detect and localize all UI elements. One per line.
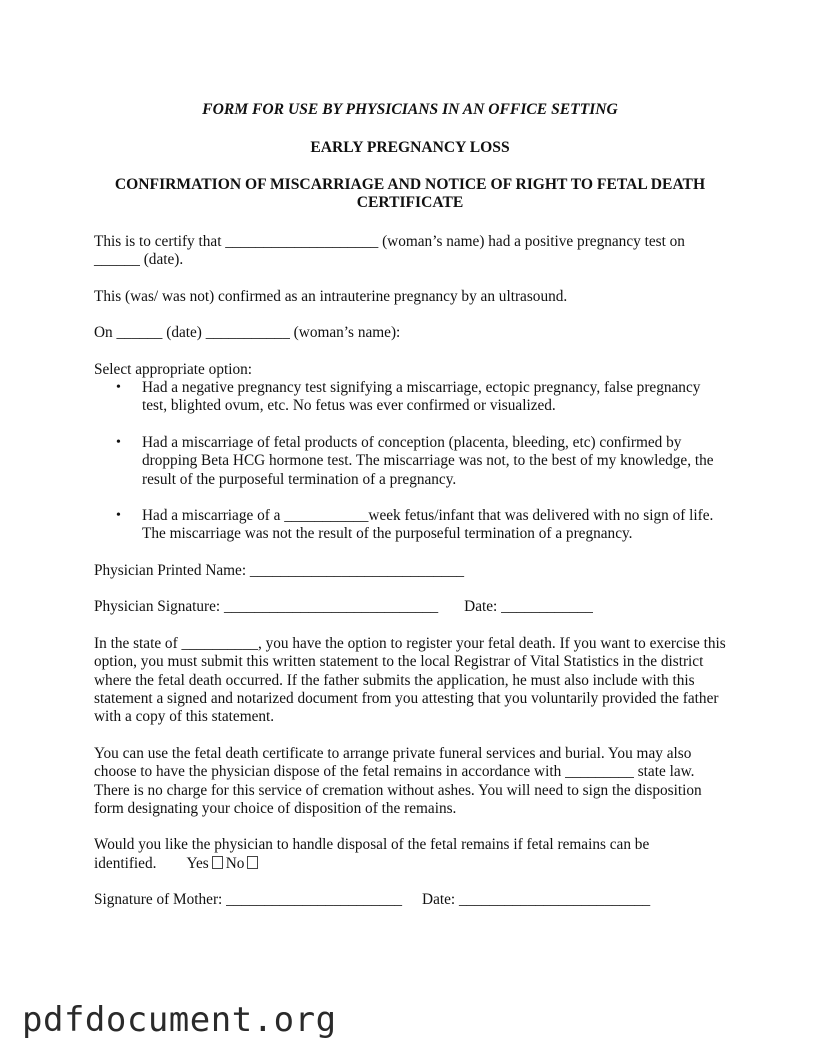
disposal-question xyxy=(94,836,726,873)
option-item[interactable] xyxy=(94,434,726,489)
no-checkbox[interactable] xyxy=(247,856,258,869)
bullet-icon: • xyxy=(116,434,121,450)
physician-signature-row xyxy=(94,598,726,616)
form-setting-heading: FORM FOR USE BY PHYSICIANS IN AN OFFICE SETTING xyxy=(202,101,618,118)
yes-checkbox[interactable] xyxy=(212,856,223,869)
form-title: EARLY PREGNANCY LOSS xyxy=(310,139,510,157)
disposal-question-text: Would you like the physician to handle disposal of the fetal remains if fetal remains can be xyxy=(94,836,650,854)
form-body xyxy=(94,101,726,928)
on-date-statement: On ______ (date) ___________ (woman’s name): xyxy=(94,324,401,342)
site-watermark: pdfdocument.org xyxy=(22,1000,337,1040)
yes-label: Yes xyxy=(186,854,209,872)
select-option-label: Select appropriate option: xyxy=(94,360,253,378)
certify-statement: This is to certify that ____________________ (woman’s name) had a positive pregnancy test on ______ (date). xyxy=(94,233,685,269)
funeral-disposition-paragraph: You can use the fetal death certificate to arrange private funeral services and burial. You may also choose to have the physician dispose of the fetal remains in accordance with _________ state law. There is no charge for this service of cremation without ashes. You will need to sign the disposition form designating your choice of disposition of the remains. xyxy=(94,744,702,817)
bullet-icon: • xyxy=(116,508,121,524)
form-subtitle: CONFIRMATION OF MISCARRIAGE AND NOTICE OF RIGHT TO FETAL DEATH CERTIFICATE xyxy=(114,175,706,212)
physician-signature-field[interactable]: Physician Signature: ____________________________ xyxy=(94,598,439,616)
option-text: Had a miscarriage of fetal products of conception (placenta, bleeding, etc) confirmed by dropping Beta HCG hormone test. The miscarriage was not, to the best of my knowledge, the result of the purposeful termination of a pregnancy. xyxy=(142,433,714,488)
ultrasound-statement: This (was/ was not) confirmed as an intrauterine pregnancy by an ultrasound. xyxy=(94,287,568,305)
state-registration-paragraph: In the state of __________, you have the option to register your fetal death. If you want to exercise this option, you must submit this written statement to the local Registrar of Vital Statistics in the district where the fetal death occurred. If the father submits the application, he must also include with this statement a signed and notarized document from you attesting that you voluntarily provided the father with a copy of this statement. xyxy=(94,634,726,726)
option-item[interactable] xyxy=(94,507,726,544)
mother-signature-field[interactable]: Signature of Mother: _______________________ xyxy=(94,891,403,909)
identified-label: identified. xyxy=(94,854,157,872)
physician-name-field[interactable]: Physician Printed Name: ____________________________ xyxy=(94,561,465,579)
mother-signature-row xyxy=(94,891,726,909)
mother-date-field[interactable]: Date: _________________________ xyxy=(422,891,651,909)
option-list xyxy=(94,379,726,544)
no-label: No xyxy=(225,854,245,872)
bullet-icon: • xyxy=(116,380,121,396)
physician-date-field[interactable]: Date: ____________ xyxy=(464,598,593,616)
option-text: Had a negative pregnancy test signifying a miscarriage, ectopic pregnancy, false pregnancy test, blighted ovum, etc. No fetus was ever confirmed or visualized. xyxy=(142,379,701,415)
option-item[interactable] xyxy=(94,379,726,416)
option-text: Had a miscarriage of a ___________week fetus/infant that was delivered with no sign of life. The miscarriage was not the result of the purposeful termination of a pregnancy. xyxy=(142,507,714,543)
